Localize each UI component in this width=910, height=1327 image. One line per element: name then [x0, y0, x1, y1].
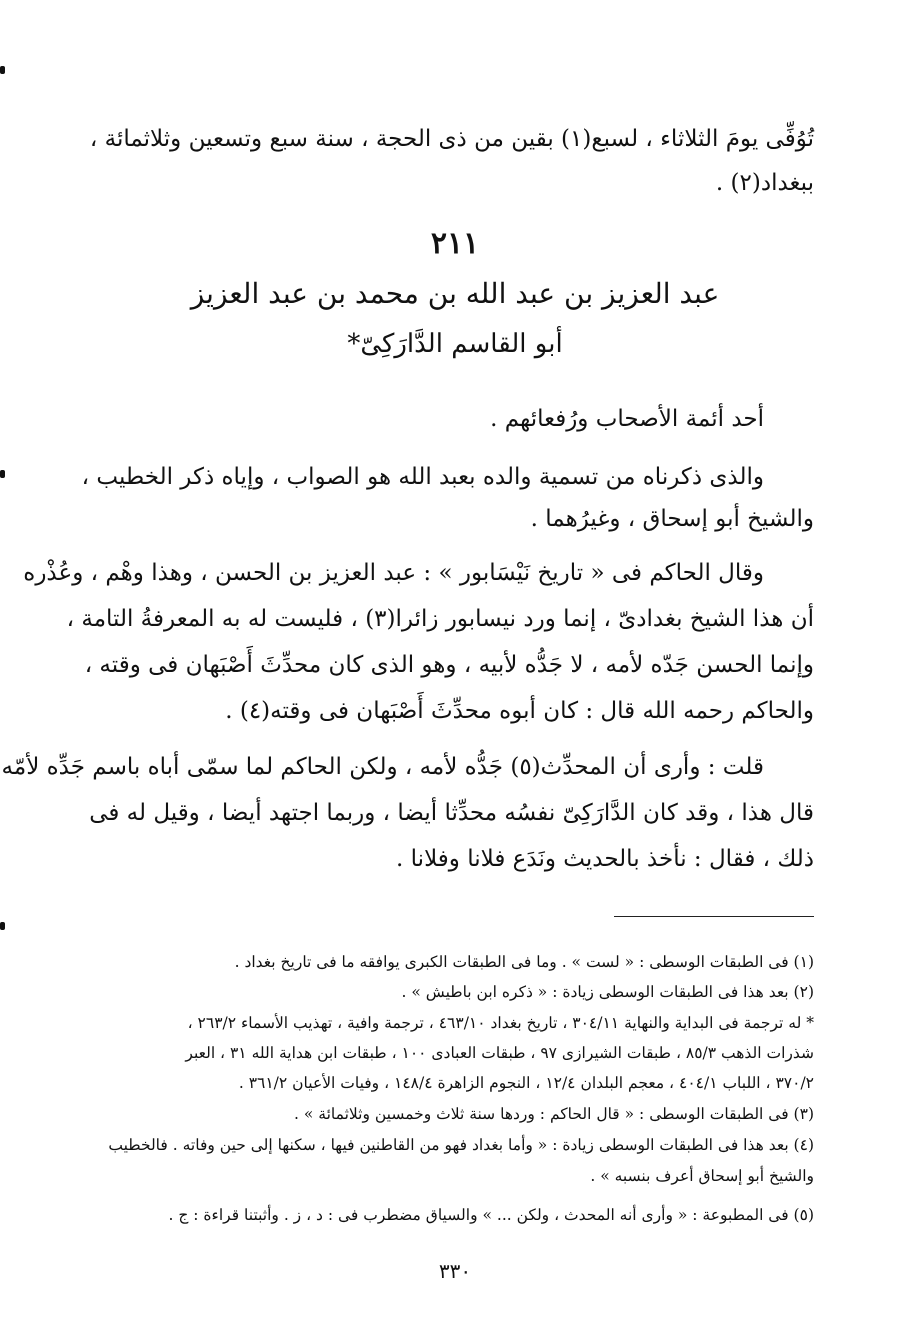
paragraph-line: قال هذا ، وقد كان الدَّارَكِىّ نفسُه محدِّثا أيضا ، وربما اجتهد أيضا ، وقيل له فى [89, 800, 814, 826]
margin-mark [0, 470, 5, 478]
paragraph-line: أن هذا الشيخ بغدادىّ ، إنما ورد نيسابور زائرا(٣) ، فليست له به المعرفةُ التامة ، [66, 606, 814, 632]
footnote-divider [614, 916, 814, 917]
paragraph-line: قلت : وأرى أن المحدِّث(٥) جَدُّه لأمه ، ولكن الحاكم لما سمّى أباه باسم جَدِّه لأمّه [1, 754, 764, 780]
margin-mark [0, 922, 5, 930]
entry-name: عبد العزيز بن عبد الله بن محمد بن عبد العزيز [190, 277, 720, 310]
footnote-line: والشيخ أبو إسحاق أعرف بنسبه » . [590, 1167, 814, 1185]
paragraph-line: والشيخ أبو إسحاق ، وغيرُهما . [530, 506, 814, 532]
margin-mark [0, 66, 5, 74]
previous-entry-line: تُوُفِّى يومَ الثلاثاء ، لسبع(١) بقين من ذى الحجة ، سنة سبع وتسعين وثلاثمائة ، [89, 126, 814, 152]
paragraph-line: ذلك ، فقال : نأخذ بالحديث ونَدَع فلانا وفلانا . [396, 846, 814, 872]
paragraph-line: والحاكم رحمه الله قال : كان أبوه محدِّثَ أَصْبَهان فى وقته(٤) . [225, 698, 814, 724]
entry-number: ٢١١ [430, 226, 480, 261]
footnote-line: شذرات الذهب ٨٥/٣ ، طبقات الشيرازى ٩٧ ، طبقات العبادى ١٠٠ ، طبقات ابن هداية الله ٣١ ، العبر [185, 1044, 814, 1062]
footnote-line: (١) فى الطبقات الوسطى : « لست » . وما فى الطبقات الكبرى يوافقه ما فى تاريخ بغداد . [234, 953, 814, 971]
footnote-line: (٢) بعد هذا فى الطبقات الوسطى زيادة : « ذكره ابن باطيش » . [401, 983, 814, 1001]
paragraph-line: وإنما الحسن جَدّه لأمه ، لا جَدُّه لأبيه ، وهو الذى كان محدِّثَ أَصْبَهان فى وقته ، [84, 652, 814, 678]
paragraph-line: أحد أئمة الأصحاب ورُفعائهم . [490, 406, 764, 432]
footnote-line: * له ترجمة فى البداية والنهاية ٣٠٤/١١ ، تاريخ بغداد ٤٦٣/١٠ ، ترجمة وافية ، تهذيب الأسماء ٢٦٣/٢ ، [187, 1014, 814, 1032]
footnote-line: (٥) فى المطبوعة : « وأرى أنه المحدث ، ولكن ... » والسياق مضطرب فى : د ، ز . وأثبتنا قراءة : ج . [168, 1206, 814, 1224]
footnote-line: (٣) فى الطبقات الوسطى : « قال الحاكم : وردها سنة ثلاث وخمسين وثلاثمائة » . [294, 1105, 814, 1123]
paragraph-line: وقال الحاكم فى « تاريخ نَيْسَابور » : عبد العزيز بن الحسن ، وهذا وهْم ، وعُذْره [23, 560, 764, 586]
paragraph-line: والذى ذكرناه من تسمية والده بعبد الله هو الصواب ، وإياه ذكر الخطيب ، [81, 464, 764, 490]
footnote-line: ٣٧٠/٢ ، اللباب ٤٠٤/١ ، معجم البلدان ١٢/٤ ، النجوم الزاهرة ١٤٨/٤ ، وفيات الأعيان ٣٦١/٢ . [238, 1074, 814, 1092]
entry-kunya: أبو القاسم الدَّارَكِىّ* [347, 329, 563, 359]
page-number: ٣٣٠ [438, 1259, 472, 1283]
footnote-line: (٤) بعد هذا فى الطبقات الوسطى زيادة : « وأما بغداد فهو من القاطنين فيها ، سكنها إلى حين وفاته . فالخطيب [108, 1136, 814, 1154]
previous-entry-line: ببغداد(٢) . [715, 170, 814, 196]
